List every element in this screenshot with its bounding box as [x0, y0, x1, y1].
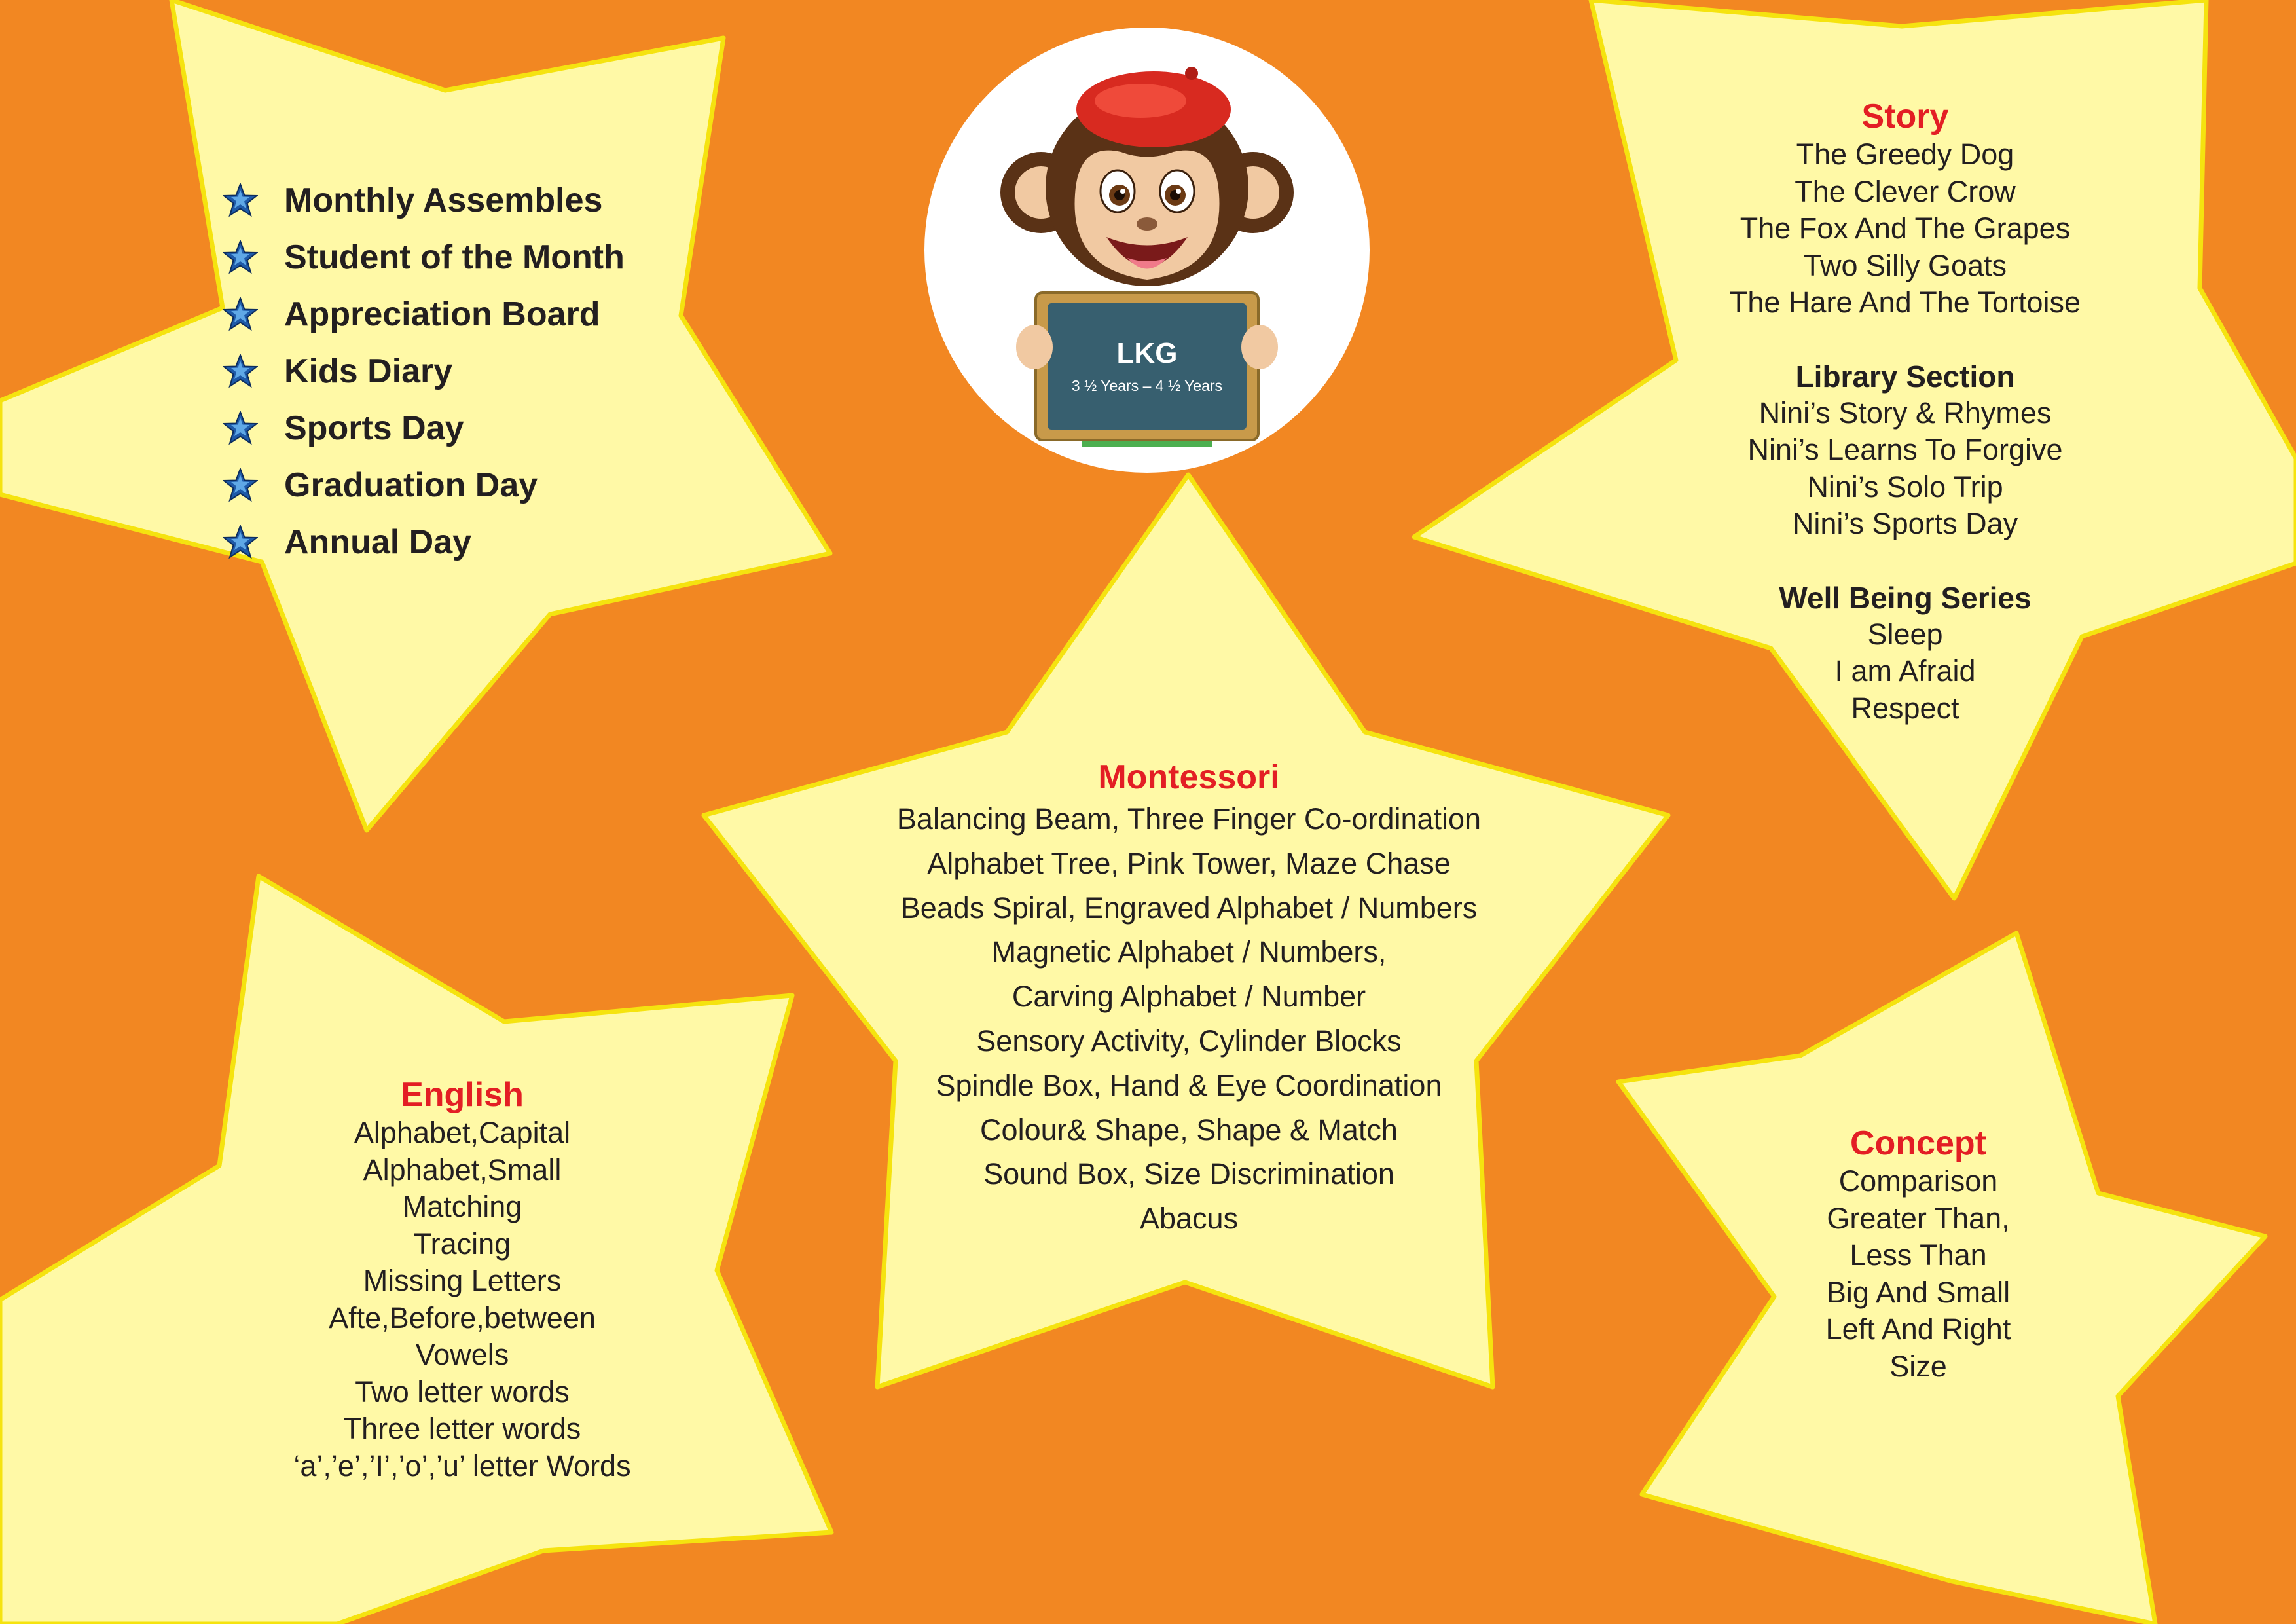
concept-item: Left And Right [1825, 1312, 2011, 1346]
english-item: Matching [402, 1190, 522, 1223]
concept-item: Size [1889, 1349, 1947, 1383]
library-item: Nini’s Solo Trip [1807, 470, 2003, 504]
english-item: Alphabet,Small [363, 1153, 562, 1187]
montessori-item: Balancing Beam, Three Finger Co-ordination [896, 802, 1482, 836]
english-item: Tracing [413, 1227, 511, 1261]
wellbeing-item: I am Afraid [1834, 654, 1976, 688]
mascot-badge [924, 28, 1370, 473]
concept-heading: Concept [1850, 1124, 1986, 1162]
english-item: Afte,Before,between [329, 1301, 596, 1335]
montessori-item: Sound Box, Size Discrimination [983, 1157, 1394, 1191]
montessori-item: Carving Alphabet / Number [1011, 980, 1366, 1014]
concept-item: Comparison [1838, 1164, 1998, 1198]
english-item: Vowels [415, 1338, 509, 1371]
activity-item-7 [223, 513, 625, 570]
library-item: Nini’s Learns To Forgive [1747, 433, 2063, 466]
star-bullet-icon [223, 297, 258, 332]
story-item: Two Silly Goats [1803, 248, 2007, 282]
monkey-mascot-illustration [924, 28, 1370, 473]
wellbeing-item: Sleep [1867, 617, 1943, 651]
library-list [1643, 395, 2167, 543]
story-list [1643, 136, 2167, 322]
activity-item-5 [223, 399, 625, 456]
concept-block [1722, 1124, 2115, 1385]
activity-item-2 [223, 229, 625, 286]
wellbeing-item: Respect [1851, 691, 1959, 725]
montessori-item: Abacus [1139, 1202, 1239, 1236]
activities-list [223, 172, 625, 570]
library-item: Nini’s Sports Day [1792, 507, 2018, 540]
montessori-item: Spindle Box, Hand & Eye Coordination [936, 1068, 1442, 1102]
library-heading: Library Section [1795, 359, 2015, 394]
activity-item-1 [223, 172, 625, 229]
age-range: 3 ½ Years – 4 ½ Years [1071, 377, 1223, 394]
montessori-block [829, 758, 1549, 1241]
activity-label: Appreciation Board [284, 295, 600, 333]
activity-item-4 [223, 342, 625, 399]
activity-label: Monthly Assembles [284, 181, 603, 219]
activity-label: Annual Day [284, 523, 472, 561]
english-item: Two letter words [355, 1375, 570, 1409]
star-bullet-icon [223, 468, 258, 503]
english-item: Alphabet,Capital [354, 1116, 571, 1149]
star-bullet-icon [223, 183, 258, 218]
english-item: Three letter words [343, 1412, 581, 1445]
story-item: The Hare And The Tortoise [1729, 286, 2081, 319]
story-item: The Clever Crow [1795, 174, 2016, 208]
montessori-item: Beads Spiral, Engraved Alphabet / Numbers [900, 891, 1478, 925]
star-bullet-icon [223, 411, 258, 446]
english-item: Missing Letters [363, 1264, 562, 1297]
wellbeing-list [1643, 616, 2167, 728]
story-block [1643, 97, 2167, 727]
activity-item-3 [223, 286, 625, 342]
story-heading: Story [1861, 98, 1949, 136]
star-bullet-icon [223, 354, 258, 389]
activity-label: Sports Day [284, 409, 464, 447]
montessori-item: Sensory Activity, Cylinder Blocks [976, 1024, 1402, 1058]
english-block [200, 1075, 724, 1485]
star-bullet-icon [223, 240, 258, 275]
class-label: LKG [1116, 337, 1178, 369]
concept-item: Greater Than, [1827, 1201, 2010, 1235]
concept-list [1722, 1163, 2115, 1385]
montessori-heading: Montessori [1098, 758, 1280, 796]
star-bullet-icon [223, 525, 258, 560]
english-item: ‘a’,’e’,’I’,’o’,’u’ letter Words [293, 1449, 631, 1483]
library-item: Nini’s Story & Rhymes [1758, 396, 2052, 430]
montessori-item: Colour& Shape, Shape & Match [980, 1113, 1398, 1147]
story-item: The Fox And The Grapes [1740, 212, 2071, 245]
montessori-item: Magnetic Alphabet / Numbers, [991, 935, 1387, 969]
concept-item: Less Than [1850, 1238, 1987, 1272]
activity-label: Graduation Day [284, 466, 538, 504]
wellbeing-heading: Well Being Series [1779, 580, 2032, 615]
concept-item: Big And Small [1826, 1275, 2011, 1309]
montessori-item: Alphabet Tree, Pink Tower, Maze Chase [927, 846, 1451, 880]
english-heading: English [401, 1076, 524, 1114]
story-item: The Greedy Dog [1796, 138, 2014, 171]
activity-item-6 [223, 456, 625, 513]
english-list [200, 1115, 724, 1485]
activity-label: Kids Diary [284, 352, 453, 390]
activity-label: Student of the Month [284, 238, 625, 276]
montessori-list [829, 797, 1549, 1241]
